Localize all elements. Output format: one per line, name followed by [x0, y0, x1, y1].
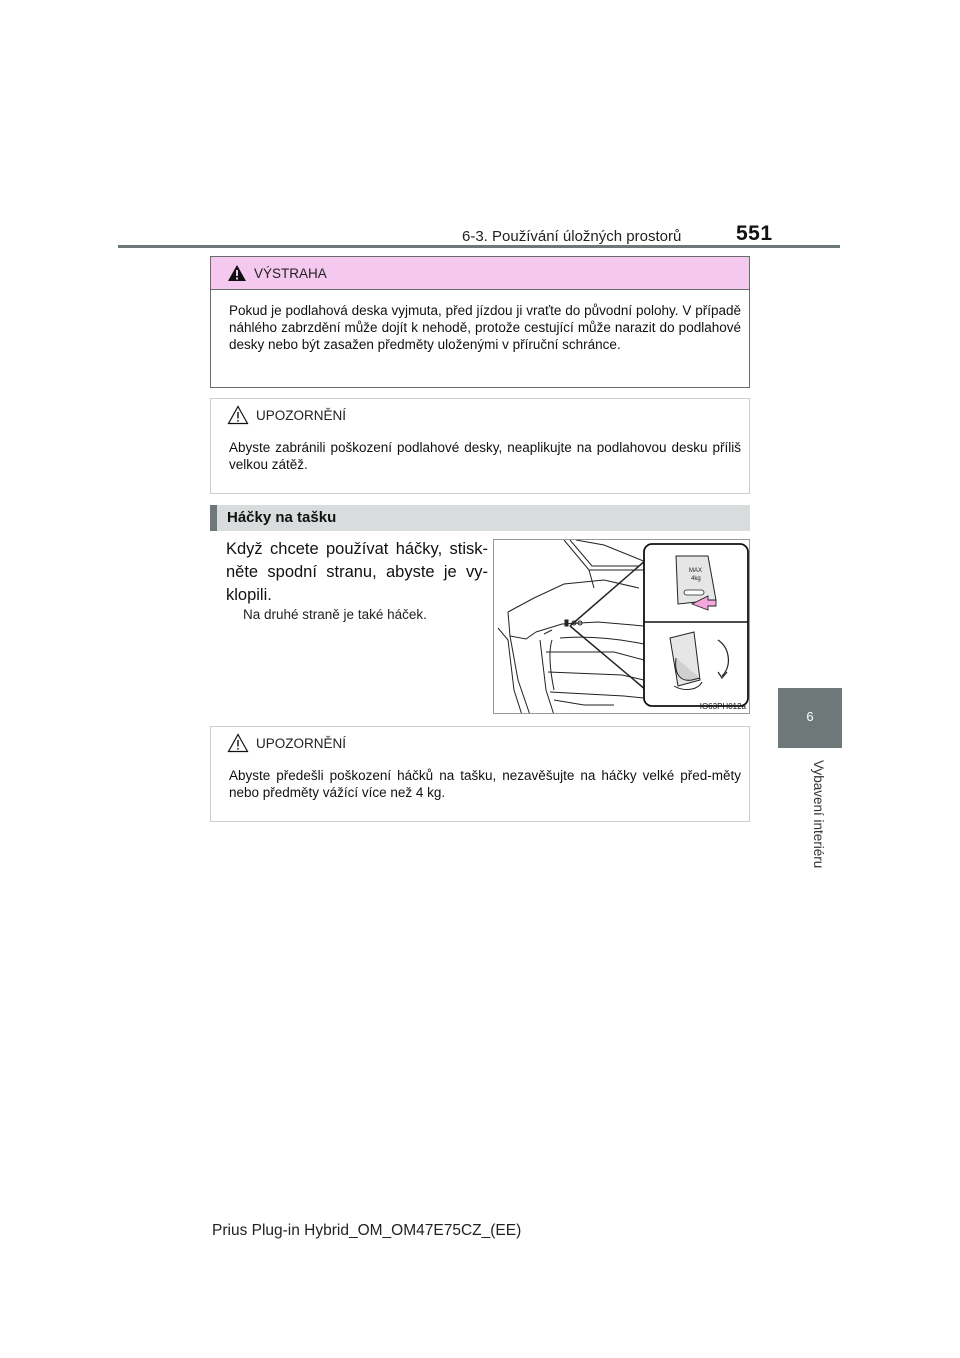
- bag-hook-illustration: [493, 539, 750, 714]
- footer-text: Prius Plug-in Hybrid_OM_OM47E75CZ_(EE): [212, 1222, 522, 1239]
- instruction-text: Když chcete používat háčky, stisk-něte spodní stranu, abyste je vy-klopili.: [226, 540, 488, 604]
- section-title: 6-3. Používání úložných prostorů: [462, 228, 682, 245]
- caution-text: Abyste zabránili poškození podlahové desky, neaplikujte na podlahovou desku příliš velkou zátěž.: [229, 440, 741, 472]
- section-heading: Háčky na tašku: [210, 505, 750, 531]
- caution-box: [210, 398, 750, 494]
- caution-title: UPOZORNĚNÍ: [256, 407, 347, 423]
- warning-title: VÝSTRAHA: [254, 265, 327, 281]
- caution-triangle-icon: [227, 733, 249, 753]
- warning-box: [210, 256, 750, 388]
- caution-title-bar-2: [211, 727, 749, 759]
- warning-text: Pokud je podlahová deska vyjmuta, před jízdou ji vraťte do původní polohy. V případě náhlého zabrzdění může dojít k nehodě, protože cestující může narazit do podlahové desky nebo být zasažen předměty uloženými v příruční schránce.: [229, 303, 741, 352]
- caution-box-2: [210, 726, 750, 822]
- chapter-title: Vybavení interiéru: [811, 760, 826, 869]
- caution-text-2: Abyste předešli poškození háčků na tašku, nezavěšujte na háčky velké před-měty nebo předměty vážící více než 4 kg.: [229, 768, 741, 800]
- chapter-number: 6: [806, 709, 814, 724]
- caution-triangle-icon: [227, 405, 249, 425]
- caution-title-bar: [211, 399, 749, 431]
- instruction-note: Na druhé straně je také háček.: [243, 607, 427, 622]
- header-divider: [118, 245, 840, 248]
- warning-triangle-icon: [227, 264, 247, 282]
- caution-title-2: UPOZORNĚNÍ: [256, 735, 347, 751]
- figure-code: IO63PH012a: [699, 702, 746, 711]
- trunk-drawing: [494, 540, 750, 714]
- warning-title-bar: [211, 257, 749, 290]
- page-number: 551: [736, 222, 773, 245]
- hook-label-weight: 4kg: [691, 576, 701, 582]
- chapter-tab: [778, 688, 842, 748]
- hook-label-max: MAX: [689, 568, 703, 574]
